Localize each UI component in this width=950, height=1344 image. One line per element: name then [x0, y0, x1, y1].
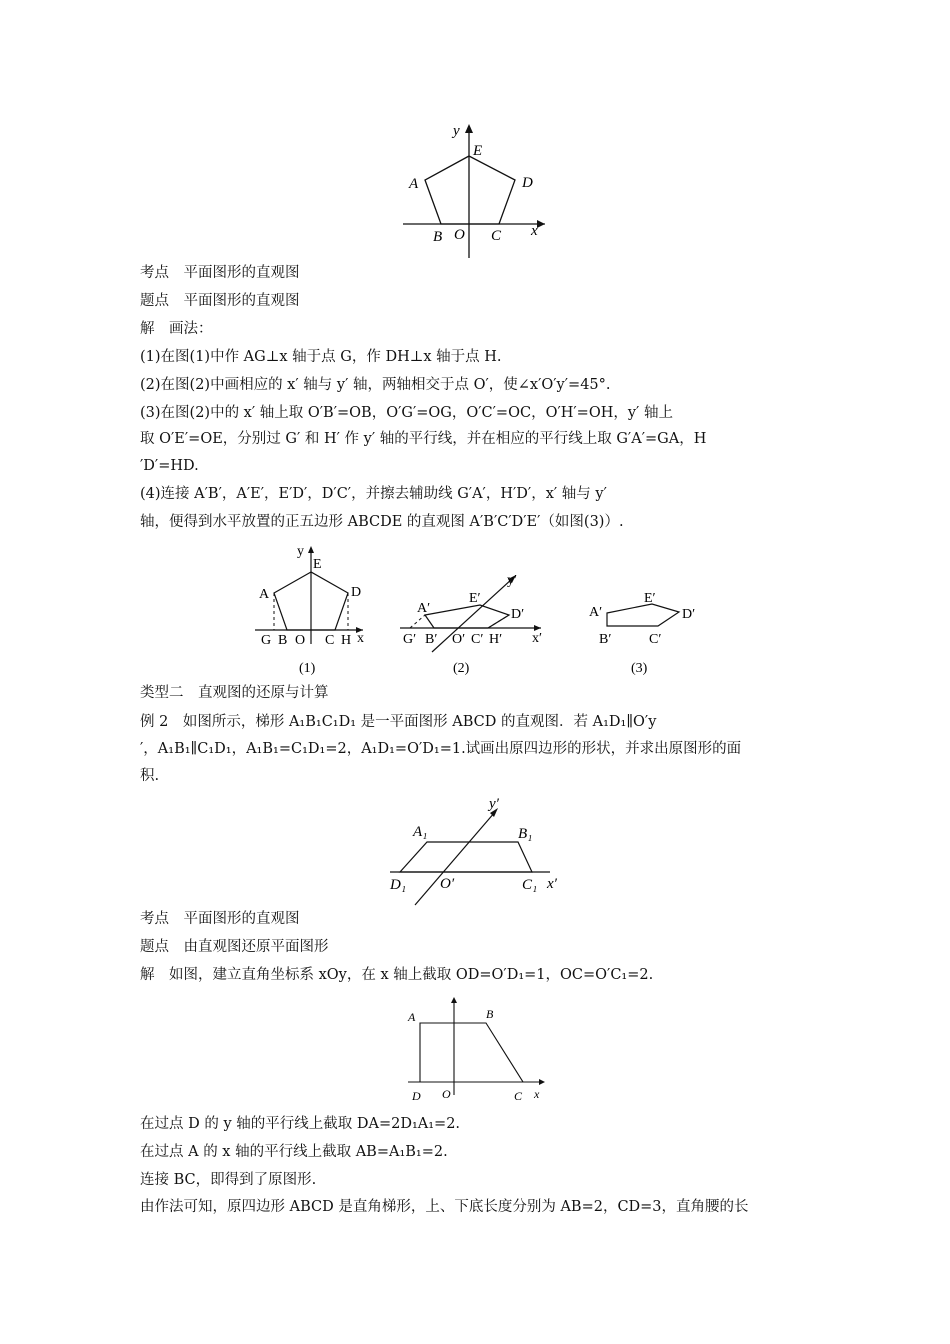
p1-C: C [325, 633, 335, 648]
fig1-A: A [409, 176, 419, 192]
p2-y: y′ [507, 573, 518, 588]
fig1-D: D [522, 175, 533, 191]
fig1-O: O [454, 227, 465, 243]
p2-D: D′ [511, 607, 525, 622]
p3-B: B′ [599, 632, 612, 647]
type-heading: 类型二 直观图的还原与计算 [140, 685, 329, 701]
tidian-2: 题点 由直观图还原平面图形 [140, 939, 329, 955]
step-3b: 取 O′E′=OE，分别过 G′ 和 H′ 作 y′ 轴的平行线，并在相应的平行线上取 G′A′=GA，H [140, 431, 707, 447]
f4-A: A [408, 1010, 416, 1024]
p1-D: D [351, 585, 362, 600]
p1-x: x [357, 631, 364, 646]
step-3c: ′D′=HD. [140, 458, 199, 474]
p2-E: E′ [469, 591, 481, 606]
p2-x: x′ [532, 631, 543, 646]
step-4b: 轴，便得到水平放置的正五边形 ABCDE 的直观图 A′B′C′D′E′（如图(3)）. [140, 514, 624, 530]
panel-3 [589, 591, 695, 676]
fig1-E: E [473, 143, 483, 159]
p1-caption: (1) [299, 661, 316, 676]
figure-right-trapezoid [400, 993, 550, 1105]
tail-3: 连接 BC，即得到了原图形. [140, 1172, 317, 1188]
p2-B: B′ [425, 632, 438, 647]
p1-O: O [295, 633, 306, 648]
f4-C: C [514, 1089, 523, 1103]
p3-D: D′ [682, 607, 696, 622]
step-4a: (4)连接 A′B′，A′E′，E′D′，D′C′，并擦去辅助线 G′A′，H′D′，x′ 轴与 y′ [140, 486, 607, 502]
step-2: (2)在图(2)中画相应的 x′ 轴与 y′ 轴，两轴相交于点 O′，使∠x′O′y′=45°. [140, 377, 611, 393]
p3-caption: (3) [631, 661, 648, 676]
p1-y: y [297, 544, 304, 559]
p2-G: G′ [403, 632, 417, 647]
p1-B: B [278, 633, 288, 648]
p1-G: G [261, 633, 272, 648]
figure-three-steps [245, 540, 725, 680]
fig1-B: B [433, 229, 443, 245]
step-1: (1)在图(1)中作 AG⊥x 轴于点 G，作 DH⊥x 轴于点 H. [140, 349, 502, 365]
figure-trapezoid [385, 790, 570, 910]
fig1-C: C [491, 228, 502, 244]
jie-2: 解 如图，建立直角坐标系 xOy，在 x 轴上截取 OD=O′D₁=1，OC=O′C₁=2. [140, 967, 654, 983]
p1-A: A [259, 587, 270, 602]
f4-D: D [412, 1089, 421, 1103]
p2-A: A′ [417, 601, 431, 616]
step-3a: (3)在图(2)中的 x′ 轴上取 O′B′=OB，O′G′=OG，O′C′=OC，O′H′=OH，y′ 轴上 [140, 405, 673, 421]
f3-C1: C₁ [522, 877, 538, 893]
f4-O: O [442, 1087, 451, 1101]
p2-O: O′ [452, 632, 466, 647]
figure-pentagon [395, 118, 565, 263]
kaodian-1: 考点 平面图形的直观图 [140, 265, 300, 281]
f3-y: y′ [489, 796, 499, 812]
p1-H: H [341, 633, 352, 648]
tail-1: 在过点 D 的 y 轴的平行线上截取 DA=2D₁A₁=2. [140, 1116, 461, 1132]
p3-C: C′ [649, 632, 662, 647]
p2-caption: (2) [453, 661, 470, 676]
tail-4: 由作法可知，原四边形 ABCD 是直角梯形，上、下底长度分别为 AB=2，CD=3，直角腰的长 [140, 1199, 749, 1215]
example-2b: ′，A₁B₁∥C₁D₁，A₁B₁=C₁D₁=2，A₁D₁=O′D₁=1.试画出原四边形的形状，并求出原图形的面 [140, 741, 742, 757]
p3-E: E′ [644, 591, 656, 606]
fig1-x: x [531, 223, 538, 239]
tidian-1: 题点 平面图形的直观图 [140, 293, 300, 309]
tail-2: 在过点 A 的 x 轴的平行线上截取 AB=A₁B₁=2. [140, 1144, 448, 1160]
f4-B: B [486, 1007, 494, 1021]
p3-A: A′ [589, 605, 603, 620]
panel-1 [255, 544, 364, 676]
f3-B1: B₁ [518, 826, 533, 842]
example-2a: 例 2 如图所示，梯形 A₁B₁C₁D₁ 是一平面图形 ABCD 的直观图．若 A₁D₁∥O′y [140, 714, 657, 730]
f3-x: x′ [547, 876, 557, 892]
f4-x: x [534, 1087, 540, 1101]
kaodian-2: 考点 平面图形的直观图 [140, 911, 300, 927]
panel-2 [400, 573, 542, 676]
example-2c: 积. [140, 768, 160, 784]
f3-D1: D₁ [390, 877, 407, 893]
f3-A1: A₁ [413, 824, 428, 840]
fig1-y: y [453, 123, 460, 139]
p1-E: E [313, 557, 322, 572]
p2-H: H′ [489, 632, 503, 647]
p2-C: C′ [471, 632, 484, 647]
jie-1: 解 画法： [140, 321, 213, 337]
f3-O: O′ [440, 876, 455, 892]
